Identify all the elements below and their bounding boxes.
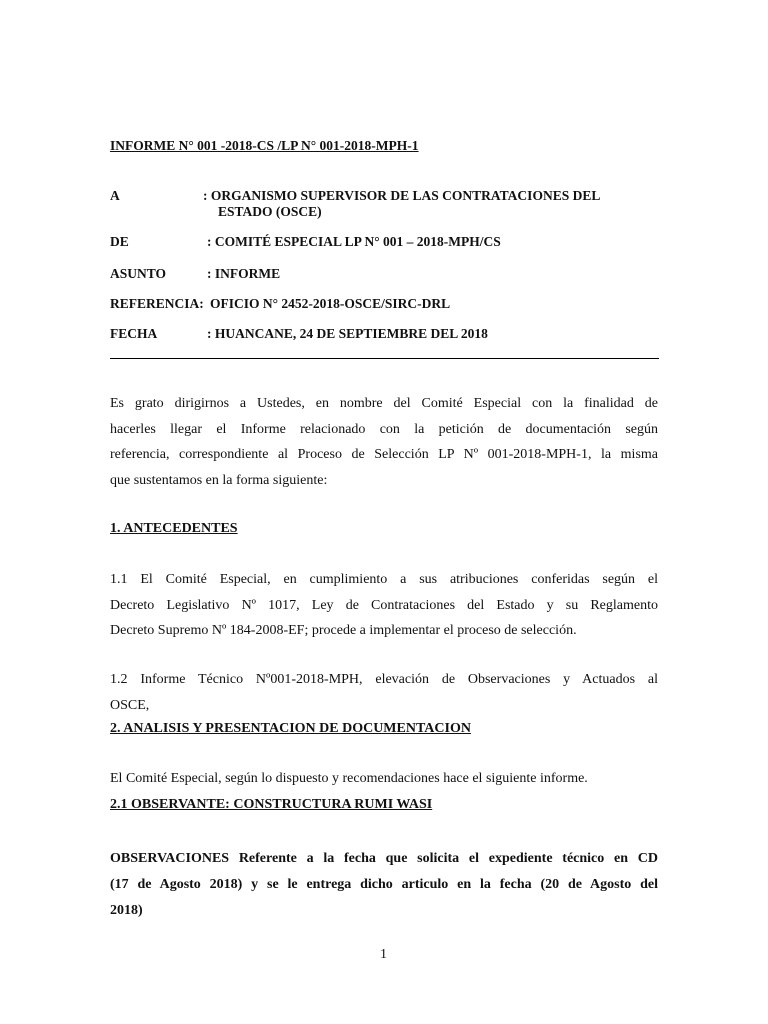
field-asunto-value: : INFORME [207, 266, 281, 281]
field-fecha-value: : HUANCANE, 24 DE SEPTIEMBRE DEL 2018 [207, 326, 488, 341]
header-divider [110, 358, 659, 359]
paragraph-line: Decreto Legislativo Nº 1017, Ley de Contrataciones del Estado y su Reglamento [110, 597, 658, 613]
field-a-value-line2: ESTADO (OSCE) [218, 204, 322, 219]
page-number: 1 [380, 947, 387, 962]
field-fecha-label: FECHA [110, 326, 158, 341]
intro-paragraph [110, 391, 658, 493]
field-a-value-line1: : ORGANISMO SUPERVISOR DE LAS CONTRATACIONES DEL [203, 188, 601, 203]
intro-line: Es grato dirigirnos a Ustedes, en nombre del Comité Especial con la finalidad de [110, 396, 658, 411]
paragraph-line: 2018) [110, 903, 143, 918]
section-2-heading: 2. ANALISIS Y PRESENTACION DE DOCUMENTACION [110, 721, 471, 736]
paragraph-line: 1.1 El Comité Especial, en cumplimiento a sus atribuciones conferidas según el [110, 572, 658, 587]
intro-line: hacerles llegar el Informe relacionado con la petición de documentación según [110, 421, 658, 437]
document-title: INFORME N° 001 -2018-CS /LP N° 001-2018-MPH-1 [110, 138, 419, 153]
field-referencia-value: OFICIO N° 2452-2018-OSCE/SIRC-DRL [210, 296, 451, 311]
section-1-paragraph-1 [110, 567, 658, 644]
paragraph-line: Decreto Supremo Nº 184-2008-EF; procede a implementar el proceso de selección. [110, 623, 577, 638]
section-2-paragraph: El Comité Especial, según lo dispuesto y recomendaciones hace el siguiente informe. [110, 771, 588, 786]
intro-line: que sustentamos en la forma siguiente: [110, 472, 328, 488]
section-1-paragraph-2 [110, 667, 658, 718]
field-a-label: A [110, 188, 120, 203]
observaciones-paragraph [110, 846, 658, 924]
paragraph-line: OBSERVACIONES Referente a la fecha que solicita el expediente técnico en CD [110, 851, 658, 866]
intro-line: referencia, correspondiente al Proceso de Selección LP Nº 001-2018-MPH-1, la misma [110, 447, 658, 462]
section-2-1-heading: 2.1 OBSERVANTE: CONSTRUCTURA RUMI WASI [110, 797, 433, 812]
paragraph-line: (17 de Agosto 2018) y se le entrega dicho articulo en la fecha (20 de Agosto del [110, 877, 658, 892]
field-de-value: : COMITÉ ESPECIAL LP N° 001 – 2018-MPH/CS [207, 234, 501, 249]
field-referencia-label: REFERENCIA: [110, 296, 204, 311]
paragraph-line: OSCE, [110, 697, 150, 713]
section-1-heading: 1. ANTECEDENTES [110, 521, 238, 536]
field-de-label: DE [110, 234, 129, 249]
paragraph-line: 1.2 Informe Técnico Nº001-2018-MPH, elevación de Observaciones y Actuados al [110, 672, 658, 687]
field-asunto-label: ASUNTO [110, 266, 167, 281]
